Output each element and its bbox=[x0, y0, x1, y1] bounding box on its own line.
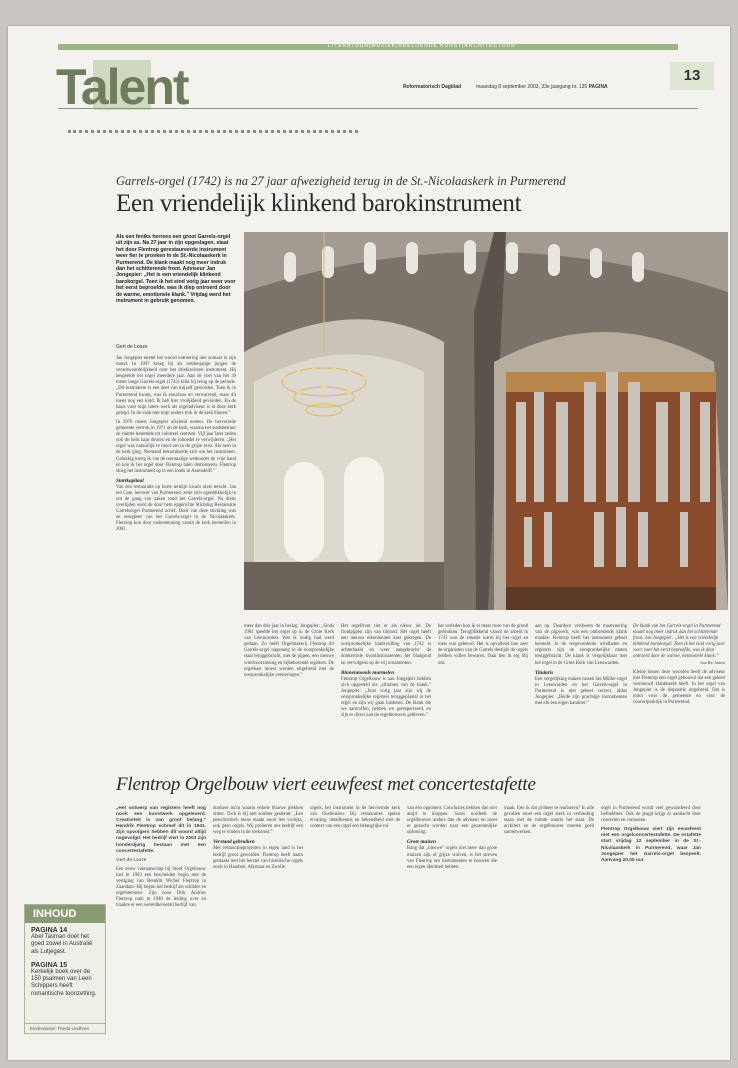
article2-column-4: van een opponent. Conclusies trekken dan niet altijd te kloppen. Soms oordeelt de orgelbouwer anders dan de adviseur en moet er gezocht worden naar een gezamenlijke oplossing. Grote muizen Bang dat „nieuwe” orgels niet meer dan grote muizen zijn of grijze wolven, is het streven van Flentrop om instrumenten te bouwen die een eigen identiteit hebben. bbox=[407, 806, 497, 870]
article-column-2: meer dan drie jaar in beslag. Jongepier: „Sinds 1981 speelde het orgel op in de Grote Kerk van Leeuwarden. Wat ik nodig had werd gedaan. Zo heeft Orgelmakerij Flentrop dit Garrels-orgel nagenoeg in de oorspronkelijke staat teruggebracht, met de pijpen, een nieuwe windvoorziening en bijbehorende registers. De orgelkast moest worden uitgebreid met de oorspronkelijke versieringen.” bbox=[244, 624, 334, 678]
photo-caption: De klank van het Garrels-orgel in Purmerend maakt nog meer indruk dan het schitterende front. Jan Jongepier: „Het is een vriendelijk klinkend barokorgel. Toen ik het eind vorig jaar weer voor het eerst beproefde, was ik diep ontroerd door de warme, emotionele klank.” foto Ric Jansen Kleine tussen deze woorden heeft de adviseur met Flentrop een orgel gebouwd dat een geheel vernieuwd klankbeeld heeft. In het orgel van Jongepier is de dispositie uitgebreid. Dat is mooi voor de gemeente en voor de concertpraktijk in Purmerend. bbox=[633, 624, 725, 706]
article-column-4: het verleden kon ik er maar twee van de grond gebruiken. Terugblikkend vanuit de arbeid in 1742 was de situatie warm bij het orgel en niets was gebeurd. Het is opvallend hoe zeer de organisten van de Garrels destijds de orgels hebben willen bewaren. Daar ben ik erg blij om. bbox=[438, 624, 528, 666]
page-number: 13 bbox=[670, 62, 714, 90]
article-column-1: Jan Jongepier neemt het woord ontroering niet zomaar in zijn mond. In 1997 kreeg hij als zestienjarige jongen de verantwoordelijkheid over het drieklavieren instrument. Hij bespeelde het orgel meerdere jaar. Aan de voet van het 39 meter lange Garrels-orgel (1742) blikt hij terug op de periode. „Dit instrument is een deel van mijzelf geworden. Toen ik in Purmerend kwam, was ik stuurloos en verwarrend, maar dit mens nog een kind. Ik heb hier vrolijkheid gevonden. En de basis voor mijn latere werk als orgeladviseur is in deze kerk gelegd. In de vaak met mijn ouders trok ik de kerk binnen.” In 1976 moest Jongepier afscheid nemen. De hervormde gemeente vertrok in 1971 uit de kerk, waarna het stadsbestuur de ruimte bestemde tot cultureel centrum. Vijf jaar later zeden ook de kerk haar deuren en de inboedel te verwijderen. „Het orgel was natuurlijk te mooi om in de grijze mist. Als toen in de kerk ging. Niemand bekommerde zich om het instrument. Gelukkig kreeg ik van de toenmalige wethouder de vrije hand en kon ik het orgel door Flentrop laten demonteren. Flentrop sloeg het instrument op in een loods in Assendelft.” Startkapitaal Van een restauratie op korte termijn kwam niets terecht. Jan ten Cate, leeuwer van Purmerend, zette zich ogenblikkelijk in om de gang van zaken rond het Garrels-orgel. Na diens overlijden werd de door hem opgerichte Stichting Restauratie Garrelsorgel Purmerend actief. Door van deze stichting was de terugkeer van het Garrels-orgel in de Nicolaaskerk. Flentrop kon door ondersteuning vanuit de kerk herstellen in 2001. bbox=[116, 356, 236, 533]
article2-column-5: maak. Een ik dat probeer te realiseren? In alle gevallen moet een orgel sterk in verbinding staan met de ruimte waarin het staat. De architect en de orgelbouwer moeten goed samenwerken. bbox=[504, 806, 594, 836]
dotted-rule bbox=[68, 130, 358, 133]
article2-column-1: „Het ontwerp van registers heeft nog nooit een kunstwerk opgeleverd. Creativiteit is van groot belang.” Hendrik Flentrop schreef dit in 1941. Zijn opvolgers hebben dit woord altijd nagevolgd. Het bedrijf viert in 2003 zijn honderdjarig bestaan met een concertestafette. Gert de Looze Een eeuw vakmanschap bij Stoof Orgelbouw had in 1903 een bescheiden begin met de vestiging van Hendrik Wicher Flentrop in Zaandam. Hij begon het bedrijf als schilder en orgelstemmer. Zijn zoon Dirk Andries Flentrop nam in 1940 de leiding over en maakte er een wereldberoemd bedrijf van. bbox=[116, 806, 206, 909]
contents-page14-label: PAGINA 14 bbox=[31, 927, 68, 934]
article-byline: Gert de Looze bbox=[116, 344, 148, 350]
contents-footer: Eindredactie: Theda Lindhout bbox=[25, 1023, 105, 1033]
newspaper-page bbox=[8, 26, 730, 1060]
header-rule bbox=[58, 108, 698, 109]
contents-page15-label: PAGINA 15 bbox=[31, 961, 68, 969]
organ-illustration bbox=[244, 232, 728, 610]
contents-title: INHOUD bbox=[25, 905, 105, 923]
contents-page15-text: Kerkelijk boek over de 150 psalmen van Leen Schippers heeft romantische toonzetting. bbox=[31, 968, 97, 997]
article-headline: Een vriendelijk klinkend barokinstrument bbox=[116, 190, 522, 217]
article2-column-2: donkere lucht waarin enkele blauwe plekken zitten. Toch is hij niet somber gestemd: „Een pessimistisch mens maakt nooit iets vrolijks, ook geen orgels. Wij proberen ons bedrijf een weg te vinden in de toekomst.” Verstand gebruiken Met restauratieprojecten in eigen land is het bedrijf groot geworden. Flentrop heeft naam gemaakt met het herstel van historische orgels zoals in Haarlem, Alkmaar en Zwolle. bbox=[213, 806, 303, 870]
dateline: maandag 8 september 2003, 33e jaargang nr. 135 PAGINA bbox=[476, 84, 608, 90]
article2-column-6: orgel in Purmerend wordt veel gewaardeerd door liefhebbers. Ook de jeugd krijgt er aandacht door concerten en cursussen. Flentrop Orgelbouw viert zijn eeuwfeest met een orgelconcertestafette. De estafette start vrijdag 12 september in de St.-Nicolaaskerk in Purmerend, waar Jan Jongepier het Garrels-orgel bespeelt. Aanvang 20.00 uur. bbox=[601, 806, 701, 863]
section-band-text: LITERATUUR|MUZIEK|BEELDENDE KUNST|ARCHITECTUUR bbox=[328, 43, 516, 49]
article-kicker: Garrels-orgel (1742) is na 27 jaar afwezigheid terug in de St.-Nicolaaskerk in Purmerend bbox=[116, 174, 566, 188]
article-intro: Als een feniks herrees een groot Garrels-orgel uit zijn as. Na 27 jaar in zijn opgeslagen, staat het door Flentrop gerestaureerde instrument weer fier te pronken in de St.-Nicolaaskerk in Purmerend. De klank maakt nog meer indruk dan het schitterende front. Adviseur Jan Jongepier: „Het is een vriendelijk klinkend barokorgel. Toen ik het eind vorig jaar weer voor het eerst beproefde, was ik diep ontroerd door de warme, emotionele klank.” Vrijdag werd het instrument in gebruik genomen. bbox=[116, 234, 236, 305]
article-column-5: aan op. Daardoor verdween de maatvoering van de pijpwerk, wat een ontbrekende klank maakte. Flentrop heeft het instrument geheel hersteld. In de vergevorderde windladen en registers zijn de oorspronkelijke maten teruggebracht. De klank is vergelijkbaar met het orgel in de Grote Kerk van Leeuwarden. Titularis Een vergelijking maken tussen het Müller-orgel in Leeuwarden en het Garrels-orgel in Purmerend is niet geheel correct, aldus Jongepier. „Beide zijn prachtige instrumenten met elk een eigen karakter.” bbox=[535, 624, 627, 707]
organ-photo bbox=[244, 232, 728, 610]
newspaper-name: Reformatorisch Dagblad bbox=[403, 84, 462, 90]
section-title: Talent bbox=[56, 59, 188, 115]
contents-box bbox=[24, 904, 106, 1034]
article2-column-3: orgels, het instrument in de hervormde kerk van Oosthuizen. Bij restauraties spelen ervaring, detailkennis en bekendheid met de context van een orgel een belangrijke rol. bbox=[310, 806, 400, 830]
article2-headline: Flentrop Orgelbouw viert eeuwfeest met concertestafette bbox=[116, 774, 536, 795]
article-column-3: Het orgelfront riet er als nieuw uit. De frontpijpen zijn van tinlood. Het orgel heeft een nieuwe eikenhouten kast gekregen. De oorspronkelijke klankvulling van 1742 is achterhaald en weer aangebracht: de donkerrode kwartinstrumenten het bladgoud en vervolgens op de wij ornamenten. Binnenmonds murmelen Flentrop Orgelbouw is aan Jongepier hebben zich opgesteld als „slimmen van de klank.” Jongepier: „Juist vorig jaar zijn wij de oorspronkelijke registers teruggeplaatst in het orgel en zijn wij gaan luisteren. De klank die we aantroffen, hebben we gerespecteerd, en zijn er direct aan de orgelbouwers gebleven.” bbox=[341, 624, 431, 719]
contents-page14-text: Abel Tasman doet het goed zowel in Australië als Lutjegast. bbox=[31, 934, 93, 955]
